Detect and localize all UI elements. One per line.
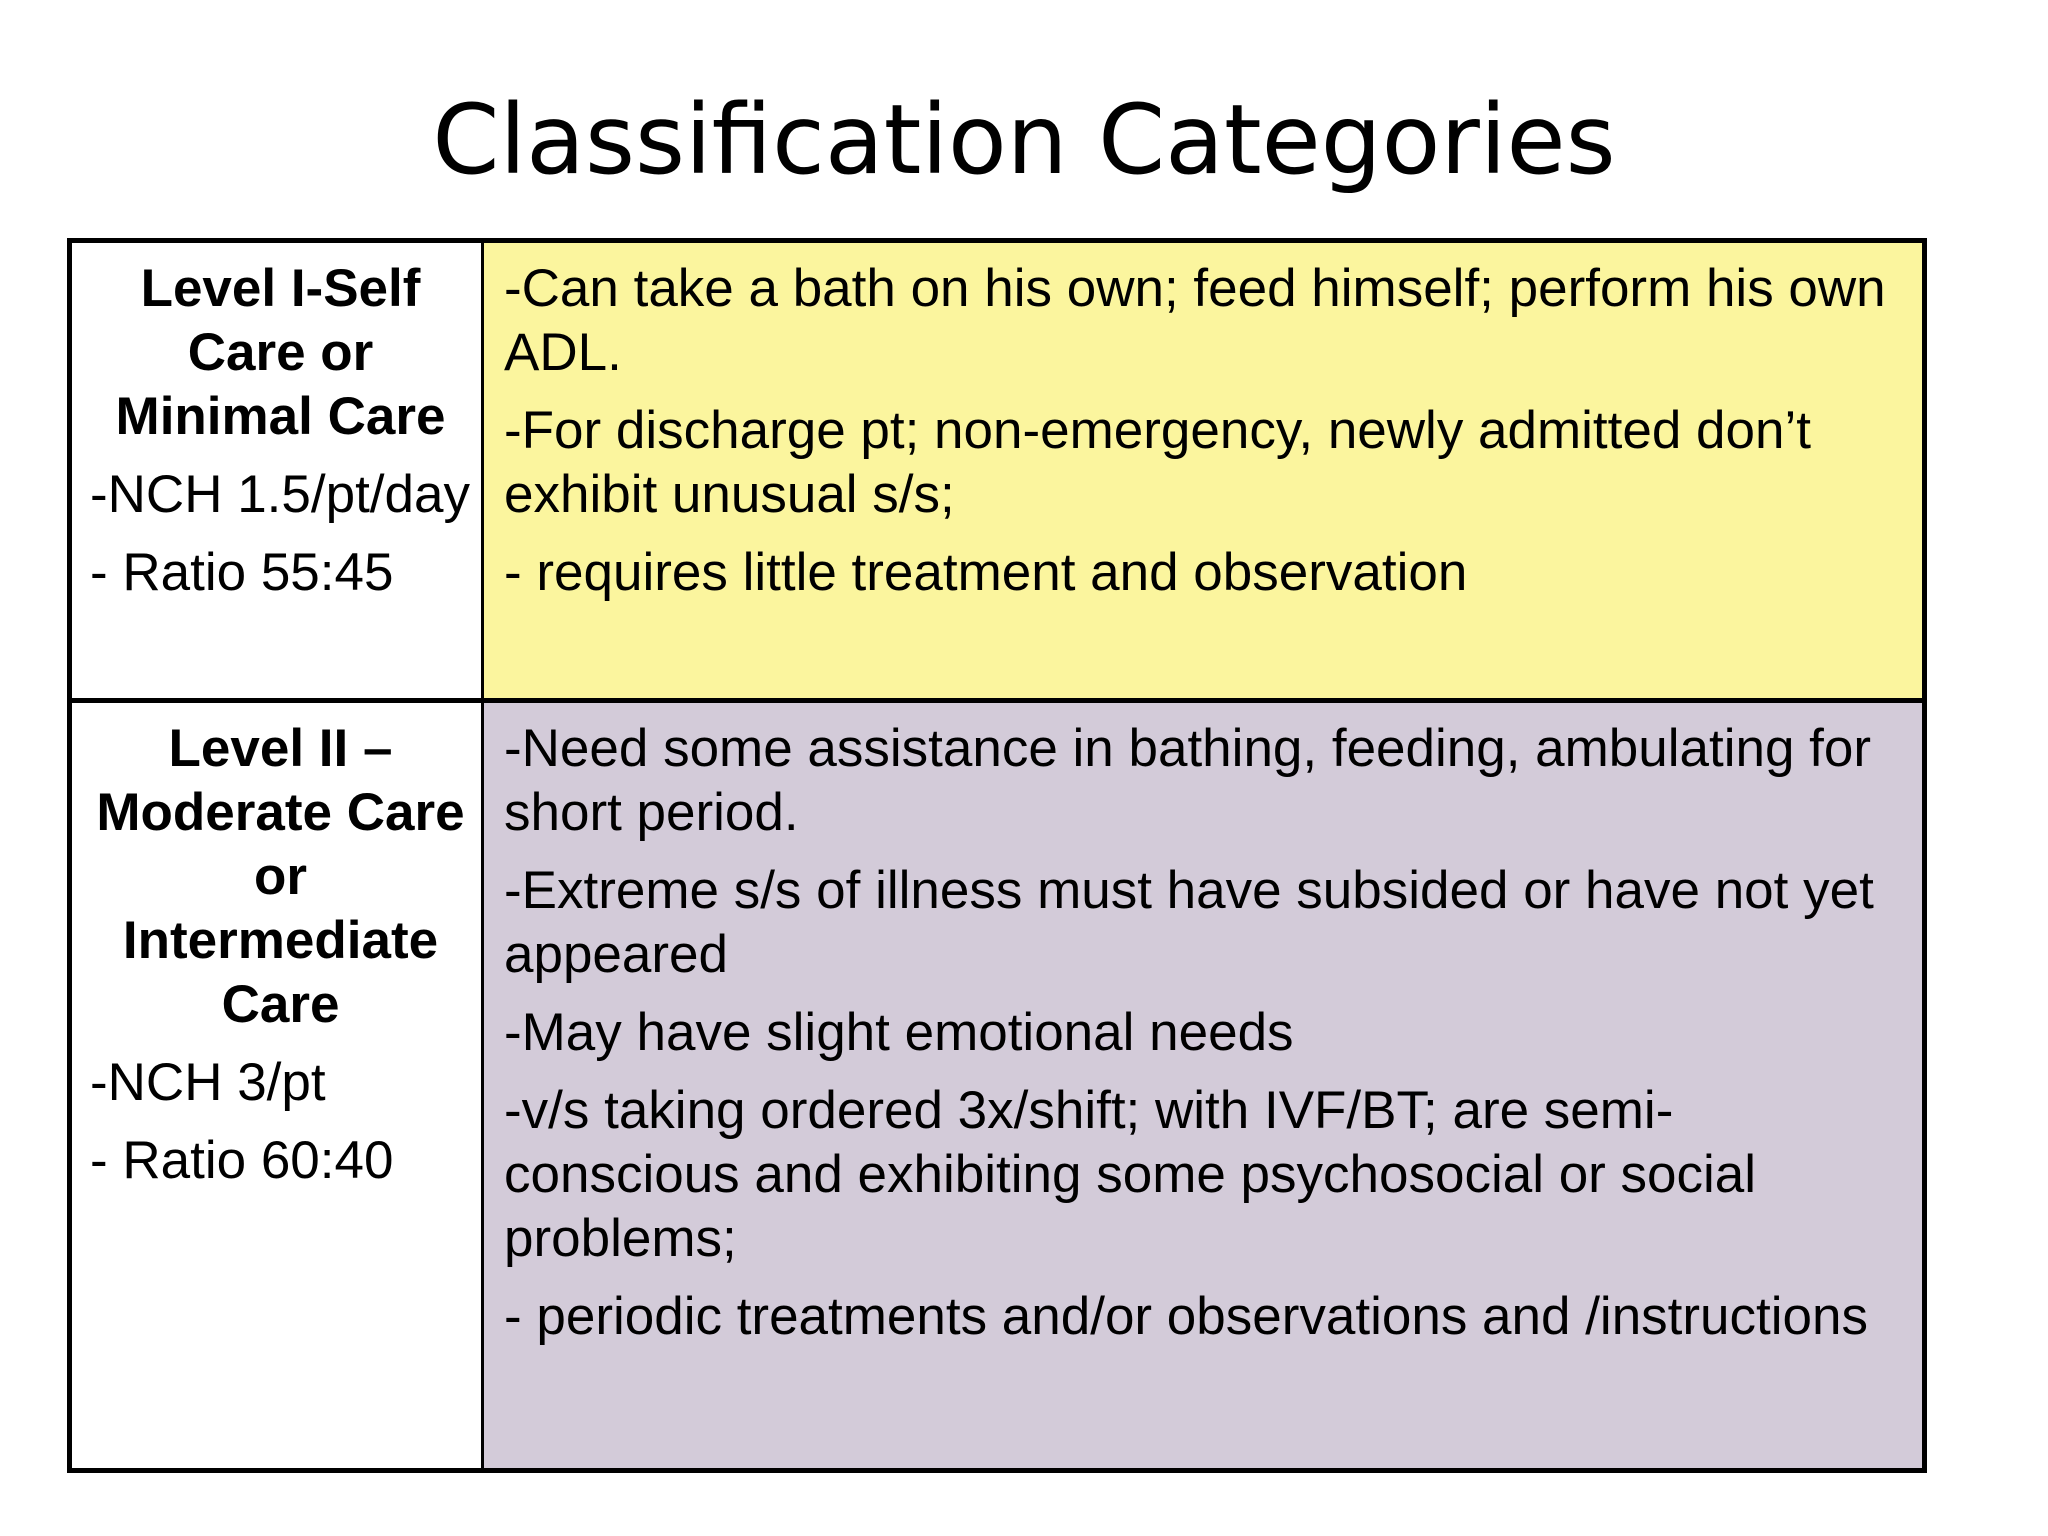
level-1-nch: -NCH 1.5/pt/day — [90, 465, 470, 524]
level-2-title: Level II – Moderate Care or Intermediate Care — [96, 719, 465, 1034]
level-2-cell — [72, 703, 484, 1468]
level-2-description-cell — [484, 703, 1922, 1468]
level-2-description-3: -May have slight emotional needs — [504, 1003, 1294, 1062]
level-1-cell — [72, 243, 484, 703]
level-1-ratio: - Ratio 55:45 — [90, 543, 394, 602]
level-2-nch: -NCH 3/pt — [90, 1053, 326, 1112]
level-1-description-2: -For discharge pt; non-emergency, newly admitted don’t exhibit unusual s/s; — [504, 401, 1811, 524]
level-1-description-1: -Can take a bath on his own; feed himself; perform his own ADL. — [504, 259, 1886, 382]
level-2-description-4: -v/s taking ordered 3x/shift; with IVF/BT; are semi-conscious and exhibiting some psychosocial or social problems; — [504, 1081, 1757, 1268]
level-2-description-5: - periodic treatments and/or observations and /instructions — [504, 1287, 1868, 1346]
level-1-description-3: - requires little treatment and observation — [504, 543, 1468, 602]
level-2-description-2: -Extreme s/s of illness must have subsided or have not yet appeared — [504, 861, 1874, 984]
level-1-description-cell — [484, 243, 1922, 703]
level-2-description-1: -Need some assistance in bathing, feeding, ambulating for short period. — [504, 719, 1872, 842]
level-1-title: Level I-Self Care or Minimal Care — [115, 259, 446, 446]
slide-title: Classification Categories — [432, 84, 1616, 196]
level-2-ratio: - Ratio 60:40 — [90, 1131, 394, 1190]
classification-table — [67, 238, 1927, 1473]
